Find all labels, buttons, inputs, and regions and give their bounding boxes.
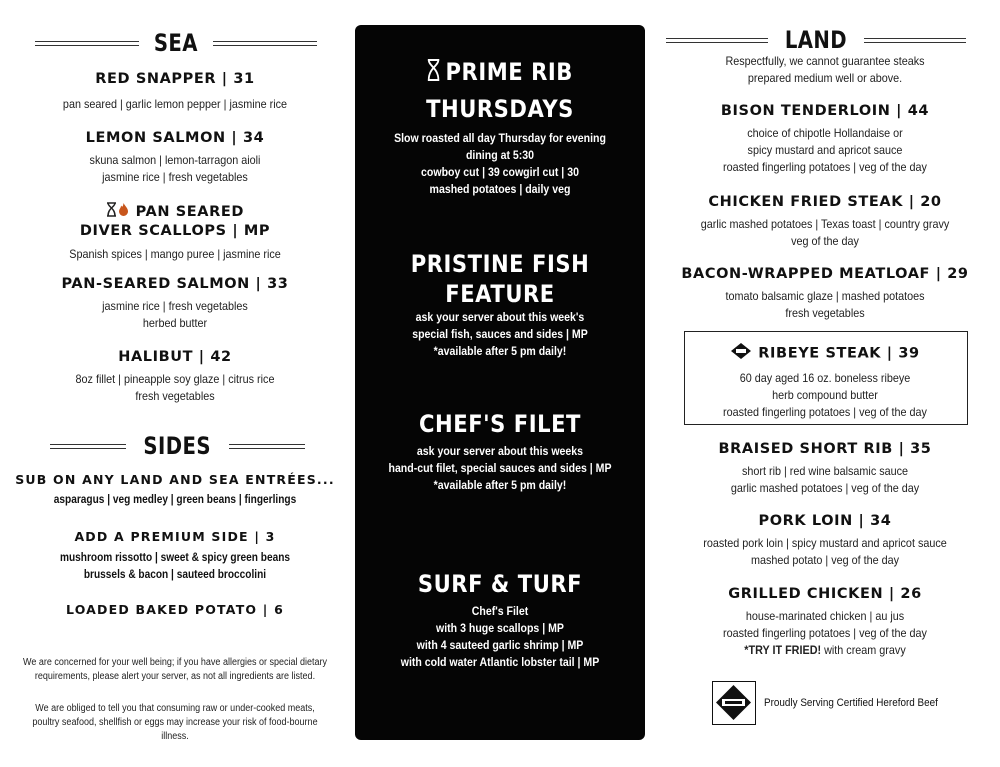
try-fried-desc: with cream gravy [821, 643, 906, 657]
feature-desc: cowboy cut | 39 cowgirl cut | 30 [421, 165, 579, 179]
flame-icon [117, 202, 130, 222]
menu-item-bison [660, 102, 990, 176]
menu-item-grilled-chicken [660, 585, 990, 659]
item-desc: jasmine rice | fresh vegetables [102, 299, 248, 313]
item-name: RED SNAPPER | 31 [95, 71, 255, 87]
item-desc: spicy mustard and apricot sauce [747, 143, 903, 157]
sides-subheading: ADD A PREMIUM SIDE | 3 [74, 529, 276, 544]
item-desc: fresh vegetables [135, 389, 215, 403]
item-desc: roasted pork loin | spicy mustard and apricot sauce [703, 536, 947, 550]
menu-item-pan-seared-salmon [0, 275, 350, 332]
sides-loaded-potato [0, 601, 350, 618]
item-desc: 60 day aged 16 oz. boneless ribeye [739, 371, 911, 385]
item-desc: herb compound butter [772, 388, 878, 402]
sides-desc: mushroom rissotto | sweet & spicy green beans [59, 552, 291, 564]
sides-header [50, 432, 305, 460]
feature-desc: mashed potatoes | daily veg [429, 182, 571, 196]
item-name: PAN-SEARED SALMON | 33 [61, 276, 289, 292]
item-name: PORK LOIN | 34 [758, 513, 892, 529]
item-name: DIVER SCALLOPS | MP [79, 223, 271, 239]
land-header [666, 26, 966, 54]
feature-title [372, 57, 627, 88]
item-desc: mashed potato | veg of the day [750, 553, 900, 567]
feature-title: PRISTINE FISH [410, 250, 590, 278]
feature-desc: special fish, sauces and sides | MP [412, 327, 588, 341]
feature-desc: ask your server about this weeks [416, 444, 584, 458]
sides-subheading: SUB ON ANY LAND AND SEA ENTRÉES... [15, 472, 335, 487]
item-name-line [0, 202, 350, 222]
item-desc: herbed butter [142, 316, 208, 330]
note-line: We are obliged to tell you that consuming raw or under-cooked meats, [35, 703, 315, 714]
feature-desc: with 3 huge scallops | MP [436, 621, 564, 635]
sides-subheading: LOADED BAKED POTATO | 6 [65, 602, 285, 617]
header-rule [864, 38, 966, 43]
item-name: GRILLED CHICKEN | 26 [728, 586, 922, 602]
feature-desc: *available after 5 pm daily! [433, 344, 567, 358]
note-line: poultry seafood, shellfish or eggs may increase your risk of food-bourne illness. [32, 717, 318, 742]
land-title: LAND [784, 26, 848, 54]
sides-sub-entrees [0, 471, 350, 509]
item-desc: jasmine rice | fresh vegetables [102, 170, 248, 184]
item-name: BRAISED SHORT RIB | 35 [718, 441, 932, 457]
sea-title: SEA [153, 29, 199, 57]
feature-surf-turf [355, 569, 645, 671]
header-rule [229, 444, 305, 449]
item-desc: choice of chipotle Hollandaise or [747, 126, 903, 140]
item-desc: 8oz fillet | pineapple soy glaze | citrus rice [75, 372, 275, 386]
menu-item-red-snapper [0, 70, 350, 113]
menu-item-chicken-fried-steak [660, 193, 990, 250]
intro-line: Respectfully, we cannot guarantee steaks [725, 54, 925, 68]
item-desc [677, 642, 974, 659]
item-name: RIBEYE STEAK | 39 [758, 345, 920, 362]
sides-desc: asparagus | veg medley | green beans | fingerlings [53, 494, 297, 506]
menu-item-ribeye [660, 342, 990, 421]
feature-title: THURSDAYS [426, 95, 574, 123]
feature-desc: Chef's Filet [471, 604, 529, 618]
feature-desc: hand-cut filet, special sauces and sides | MP [388, 461, 612, 475]
item-desc: veg of the day [791, 234, 859, 248]
item-name: BACON-WRAPPED MEATLOAF | 29 [681, 266, 969, 282]
sides-premium [0, 528, 350, 584]
note-line: We are concerned for your well being; if you have allergies or special dietary [22, 657, 328, 668]
feature-prime-rib [355, 57, 645, 198]
item-name: HALIBUT | 42 [118, 349, 232, 365]
sides-title: SIDES [143, 432, 212, 460]
item-name: BISON TENDERLOIN | 44 [720, 103, 930, 119]
sides-desc: brussels & bacon | sauteed broccolini [83, 569, 267, 581]
menu-item-short-rib [660, 440, 990, 497]
header-rule [213, 41, 317, 46]
food-safety-note [0, 702, 350, 744]
menu-item-pork-loin [660, 512, 990, 569]
header-rule [35, 41, 139, 46]
item-desc: short rib | red wine balsamic sauce [741, 464, 909, 478]
item-desc: garlic mashed potatoes | Texas toast | country gravy [700, 217, 950, 231]
hereford-logo-icon [713, 682, 754, 723]
item-desc: house-marinated chicken | au jus [745, 609, 905, 623]
item-desc: garlic mashed potatoes | veg of the day [730, 481, 920, 495]
menu-item-halibut [0, 348, 350, 405]
feature-desc: dining at 5:30 [465, 148, 535, 162]
hourglass-icon [106, 202, 117, 222]
header-rule [666, 38, 768, 43]
try-fried-label: *TRY IT FRIED! [744, 643, 822, 657]
item-name: LEMON SALMON | 34 [85, 130, 265, 146]
hereford-text: Proudly Serving Certified Hereford Beef [764, 697, 938, 709]
hereford-badge [712, 681, 756, 725]
sea-header [35, 29, 317, 57]
feature-desc: Slow roasted all day Thursday for evening [394, 131, 606, 145]
item-desc: roasted fingerling potatoes | veg of the day [723, 405, 927, 419]
item-name: CHICKEN FRIED STEAK | 20 [708, 194, 942, 210]
feature-desc: ask your server about this week's [415, 310, 585, 324]
header-rule [50, 444, 126, 449]
features-panel [355, 25, 645, 740]
note-line: requirements, please alert your server, as not all ingredients are listed. [34, 671, 316, 682]
menu-item-meatloaf [660, 265, 990, 322]
feature-desc: *available after 5 pm daily! [433, 478, 567, 492]
item-desc: skuna salmon | lemon-tarragon aioli [89, 153, 261, 167]
item-desc: Spanish spices | mango puree | jasmine rice [69, 247, 281, 261]
land-intro [660, 53, 990, 87]
feature-fish [355, 249, 645, 360]
feature-desc: with cold water Atlantic lobster tail | MP [400, 655, 600, 669]
intro-line: prepared medium well or above. [747, 71, 903, 85]
hereford-logo-icon [730, 342, 752, 365]
menu-item-diver-scallops [0, 202, 350, 263]
feature-title-text: PRIME RIB [445, 58, 573, 86]
item-desc: fresh vegetables [785, 306, 865, 320]
item-desc: roasted fingerling potatoes | veg of the day [723, 626, 927, 640]
item-desc: tomato balsamic glaze | mashed potatoes [725, 289, 925, 303]
feature-title: FEATURE [445, 280, 555, 308]
allergy-note [0, 656, 350, 684]
feature-title: SURF & TURF [417, 570, 583, 598]
item-name-line [660, 342, 990, 365]
hourglass-icon [427, 58, 440, 88]
item-name: PAN SEARED [135, 204, 245, 220]
item-desc: roasted fingerling potatoes | veg of the day [723, 160, 927, 174]
feature-title: CHEF'S FILET [419, 410, 581, 438]
feature-desc: with 4 sauteed garlic shrimp | MP [416, 638, 584, 652]
menu-item-lemon-salmon [0, 129, 350, 186]
feature-chefs-filet [355, 409, 645, 494]
item-desc: pan seared | garlic lemon pepper | jasmine rice [62, 97, 288, 111]
